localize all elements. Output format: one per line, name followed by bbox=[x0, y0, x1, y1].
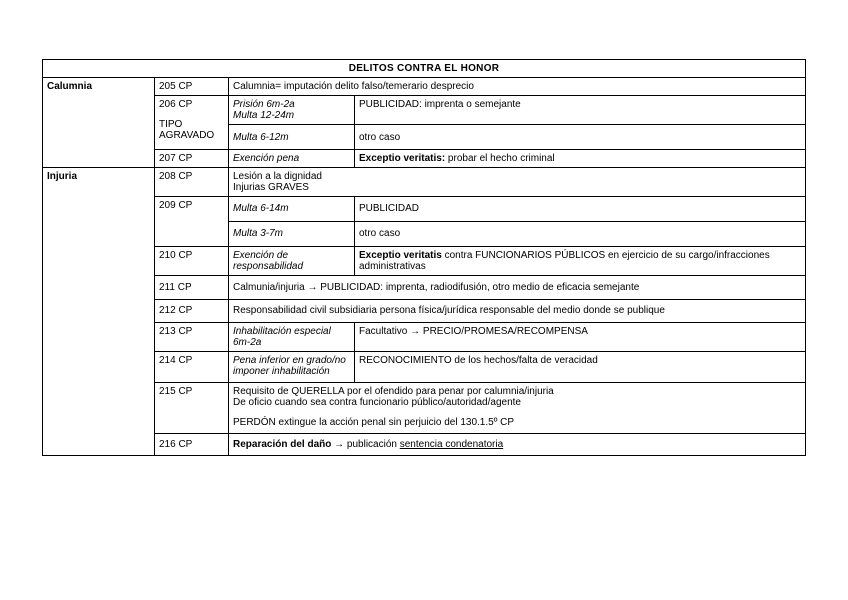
article-207-pena: Exención pena bbox=[229, 150, 355, 168]
article-208-line1: Lesión a la dignidad bbox=[233, 171, 322, 182]
article-210-bold: Exceptio veritatis bbox=[359, 250, 442, 261]
article-212: 212 CP bbox=[155, 300, 229, 323]
article-206-pena1-cell bbox=[229, 96, 355, 125]
article-216-mid: → publicación bbox=[331, 439, 400, 450]
article-209-pena2: Multa 3-7m bbox=[229, 222, 355, 247]
article-206-pena2: Multa 6-12m bbox=[229, 125, 355, 150]
article-213-pena: Inhabilitación especial 6m-2a bbox=[229, 323, 355, 352]
article-208-line2: Injurias GRAVES bbox=[233, 182, 309, 193]
article-209-desc2: otro caso bbox=[355, 222, 806, 247]
article-206-tipo: TIPO AGRAVADO bbox=[159, 119, 215, 141]
table-row bbox=[43, 247, 806, 276]
article-205: 205 CP bbox=[155, 78, 229, 96]
table-row bbox=[43, 150, 806, 168]
article-206-desc1: PUBLICIDAD: imprenta o semejante bbox=[355, 96, 806, 125]
article-214-pena: Pena inferior en grado/no imponer inhabilitación bbox=[229, 352, 355, 383]
article-210: 210 CP bbox=[155, 247, 229, 276]
article-216-underline: sentencia condenatoria bbox=[399, 439, 504, 450]
article-208-text bbox=[229, 168, 806, 197]
table-row bbox=[43, 78, 806, 96]
article-209: 209 CP bbox=[155, 197, 229, 247]
article-213-desc: Facultativo → PRECIO/PROMESA/RECOMPENSA bbox=[355, 323, 806, 352]
article-210-desc bbox=[355, 247, 806, 276]
table-row bbox=[43, 352, 806, 383]
article-206-pena1b: Multa 12-24m bbox=[233, 110, 295, 121]
table-row bbox=[43, 323, 806, 352]
article-213: 213 CP bbox=[155, 323, 229, 352]
article-216-bold: Reparación del daño bbox=[233, 439, 332, 450]
article-215-line3: PERDÓN extingue la acción penal sin perjuicio del 130.1.5º CP bbox=[233, 417, 515, 428]
article-208: 208 CP bbox=[155, 168, 229, 197]
table-row bbox=[43, 434, 806, 456]
table-row bbox=[43, 168, 806, 197]
delitos-honor-table bbox=[42, 59, 806, 456]
article-206-pena1: Prisión 6m-2a bbox=[233, 99, 295, 110]
article-216: 216 CP bbox=[155, 434, 229, 456]
article-210-pena: Exención de responsabilidad bbox=[229, 247, 355, 276]
article-209-desc1: PUBLICIDAD bbox=[355, 197, 806, 222]
article-214: 214 CP bbox=[155, 352, 229, 383]
category-calumnia: Calumnia bbox=[43, 78, 155, 168]
article-211-text: Calmunia/injuria → PUBLICIDAD: imprenta, radiodifusión, otro medio de eficacia semejante bbox=[229, 276, 806, 300]
table-row bbox=[43, 383, 806, 434]
article-215-line2: De oficio cuando sea contra funcionario público/autoridad/agente bbox=[233, 397, 521, 408]
article-214-desc: RECONOCIMIENTO de los hechos/falta de veracidad bbox=[355, 352, 806, 383]
table-title: DELITOS CONTRA EL HONOR bbox=[43, 60, 806, 78]
article-205-text: Calumnia= imputación delito falso/temerario desprecio bbox=[229, 78, 806, 96]
article-215-text bbox=[229, 383, 806, 434]
table-row bbox=[43, 197, 806, 222]
article-206: 206 CP bbox=[159, 99, 193, 110]
article-207: 207 CP bbox=[155, 150, 229, 168]
article-215-line1: Requisito de QUERELLA por el ofendido para penar por calumnia/injuria bbox=[233, 386, 554, 397]
article-206-cell bbox=[155, 96, 229, 150]
category-injuria: Injuria bbox=[43, 168, 155, 456]
article-207-bold: Exceptio veritatis: bbox=[359, 153, 446, 164]
article-211: 211 CP bbox=[155, 276, 229, 300]
table-row bbox=[43, 96, 806, 125]
title-row bbox=[43, 60, 806, 78]
article-209-pena1: Multa 6-14m bbox=[229, 197, 355, 222]
article-206-desc2: otro caso bbox=[355, 125, 806, 150]
article-210-rest: contra FUNCIONARIOS PÚBLICOS en ejercicio de su cargo/infracciones administrativas bbox=[359, 250, 770, 272]
article-212-text: Responsabilidad civil subsidiaria persona física/jurídica responsable del medio donde se publique bbox=[229, 300, 806, 323]
table-row bbox=[43, 276, 806, 300]
article-207-desc bbox=[355, 150, 806, 168]
article-207-rest: probar el hecho criminal bbox=[445, 153, 555, 164]
article-216-text bbox=[229, 434, 806, 456]
table-row bbox=[43, 300, 806, 323]
article-215: 215 CP bbox=[155, 383, 229, 434]
